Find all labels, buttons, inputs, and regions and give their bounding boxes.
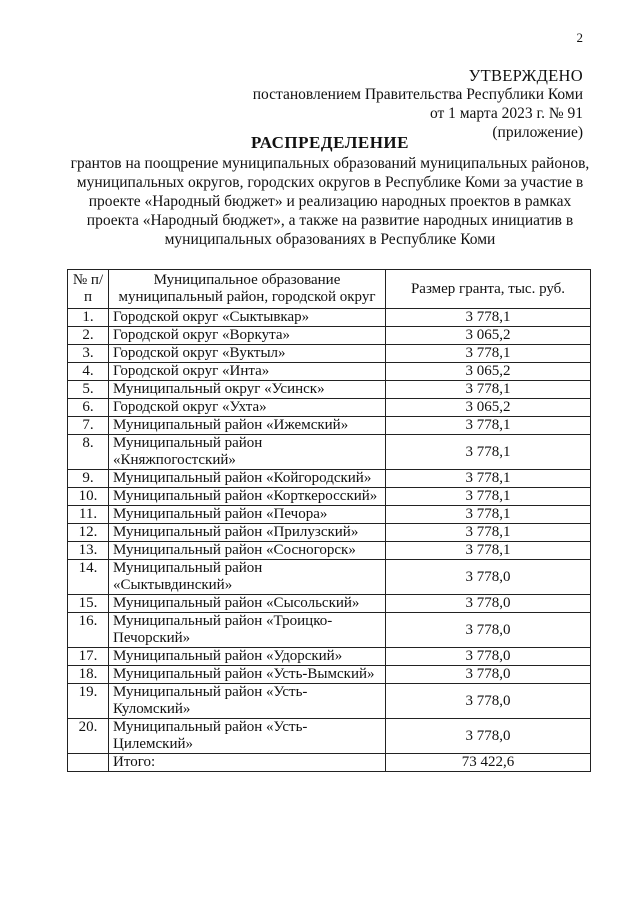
grant-amount: 3 778,1 <box>386 524 591 542</box>
table-row <box>68 381 591 399</box>
grant-amount: 3 778,1 <box>386 417 591 435</box>
grant-amount: 3 778,1 <box>386 488 591 506</box>
row-number: 5. <box>68 381 109 399</box>
municipality-name: Городской округ «Сыктывкар» <box>109 309 386 327</box>
municipality-name: Муниципальный район «Печора» <box>109 506 386 524</box>
grant-amount: 3 778,0 <box>386 684 591 719</box>
table-body <box>68 309 591 754</box>
table-row <box>68 719 591 754</box>
grant-amount: 3 778,1 <box>386 506 591 524</box>
table-row <box>68 560 591 595</box>
grant-amount: 3 065,2 <box>386 327 591 345</box>
approval-line-decree: постановлением Правительства Республики Коми <box>252 86 583 103</box>
municipality-name: Муниципальный район «Койгородский» <box>109 470 386 488</box>
table-row <box>68 488 591 506</box>
municipality-name: Муниципальный район «Усть-Вымский» <box>109 666 386 684</box>
table-row <box>68 327 591 345</box>
approval-block <box>253 66 583 142</box>
table-row <box>68 684 591 719</box>
grant-amount: 3 065,2 <box>386 399 591 417</box>
table-row <box>68 470 591 488</box>
table-row <box>68 506 591 524</box>
header-amount: Размер гранта, тыс. руб. <box>386 270 591 309</box>
grants-table <box>67 269 591 772</box>
total-amount: 73 422,6 <box>386 754 591 772</box>
table-row <box>68 363 591 381</box>
row-number: 20. <box>68 719 109 754</box>
total-num-cell <box>68 754 109 772</box>
header-num: № п/п <box>68 270 109 309</box>
header-municipality: Муниципальное образование муниципальный район, городской округ <box>109 270 386 309</box>
table-row <box>68 666 591 684</box>
table-row <box>68 524 591 542</box>
total-label: Итого: <box>109 754 386 772</box>
row-number: 13. <box>68 542 109 560</box>
table-row <box>68 595 591 613</box>
table-row <box>68 309 591 327</box>
row-number: 7. <box>68 417 109 435</box>
document-title: РАСПРЕДЕЛЕНИЕ <box>251 133 409 152</box>
municipality-name: Городской округ «Вуктыл» <box>109 345 386 363</box>
municipality-name: Городской округ «Инта» <box>109 363 386 381</box>
municipality-name: Муниципальный район «Ижемский» <box>109 417 386 435</box>
municipality-name: Городской округ «Ухта» <box>109 399 386 417</box>
municipality-name: Муниципальный район «Сысольский» <box>109 595 386 613</box>
table-row <box>68 417 591 435</box>
row-number: 14. <box>68 560 109 595</box>
document-subtitle: грантов на поощрение муниципальных образований муниципальных районов, муниципальных округов, городских округов в Республике Коми за участие в проекте «Народный бюджет» и реализацию народных проектов в рамках проекта «Народный бюджет», а также на развитие народных инициатив в муниципальных образованиях в Республике Коми <box>70 155 590 248</box>
municipality-name: Муниципальный район «Прилузский» <box>109 524 386 542</box>
table-row <box>68 399 591 417</box>
grant-amount: 3 778,0 <box>386 560 591 595</box>
grant-amount: 3 778,1 <box>386 542 591 560</box>
municipality-name: Муниципальный район «Усть-Куломский» <box>109 684 386 719</box>
total-row <box>68 754 591 772</box>
row-number: 4. <box>68 363 109 381</box>
row-number: 15. <box>68 595 109 613</box>
row-number: 19. <box>68 684 109 719</box>
table-row <box>68 613 591 648</box>
row-number: 10. <box>68 488 109 506</box>
grant-amount: 3 778,1 <box>386 345 591 363</box>
table-row <box>68 435 591 470</box>
municipality-name: Муниципальный район «Сосногорск» <box>109 542 386 560</box>
page-number: 2 <box>576 30 583 45</box>
row-number: 8. <box>68 435 109 470</box>
row-number: 9. <box>68 470 109 488</box>
municipality-name: Муниципальный район «Усть-Цилемский» <box>109 719 386 754</box>
document-heading <box>70 132 590 249</box>
row-number: 12. <box>68 524 109 542</box>
grant-amount: 3 778,1 <box>386 309 591 327</box>
row-number: 3. <box>68 345 109 363</box>
approval-line-appendix: (приложение) <box>492 124 583 141</box>
grant-amount: 3 778,0 <box>386 613 591 648</box>
municipality-name: Муниципальный район «Корткеросский» <box>109 488 386 506</box>
row-number: 1. <box>68 309 109 327</box>
grant-amount: 3 778,1 <box>386 435 591 470</box>
row-number: 2. <box>68 327 109 345</box>
row-number: 16. <box>68 613 109 648</box>
grant-amount: 3 778,0 <box>386 666 591 684</box>
row-number: 17. <box>68 648 109 666</box>
grant-amount: 3 778,0 <box>386 719 591 754</box>
approval-line-date: от 1 марта 2023 г. № 91 <box>429 105 583 122</box>
grant-amount: 3 065,2 <box>386 363 591 381</box>
table-row <box>68 345 591 363</box>
municipality-name: Муниципальный район «Удорский» <box>109 648 386 666</box>
grant-amount: 3 778,1 <box>386 381 591 399</box>
table-row <box>68 542 591 560</box>
grant-amount: 3 778,1 <box>386 470 591 488</box>
municipality-name: Муниципальный округ «Усинск» <box>109 381 386 399</box>
row-number: 18. <box>68 666 109 684</box>
grant-amount: 3 778,0 <box>386 648 591 666</box>
row-number: 6. <box>68 399 109 417</box>
municipality-name: Муниципальный район «Сыктывдинский» <box>109 560 386 595</box>
row-number: 11. <box>68 506 109 524</box>
municipality-name: Муниципальный район «Троицко-Печорский» <box>109 613 386 648</box>
table-header-row <box>68 270 591 309</box>
table-row <box>68 648 591 666</box>
municipality-name: Муниципальный район «Княжпогостский» <box>109 435 386 470</box>
municipality-name: Городской округ «Воркута» <box>109 327 386 345</box>
grant-amount: 3 778,0 <box>386 595 591 613</box>
approval-stamp: УТВЕРЖДЕНО <box>468 66 583 85</box>
